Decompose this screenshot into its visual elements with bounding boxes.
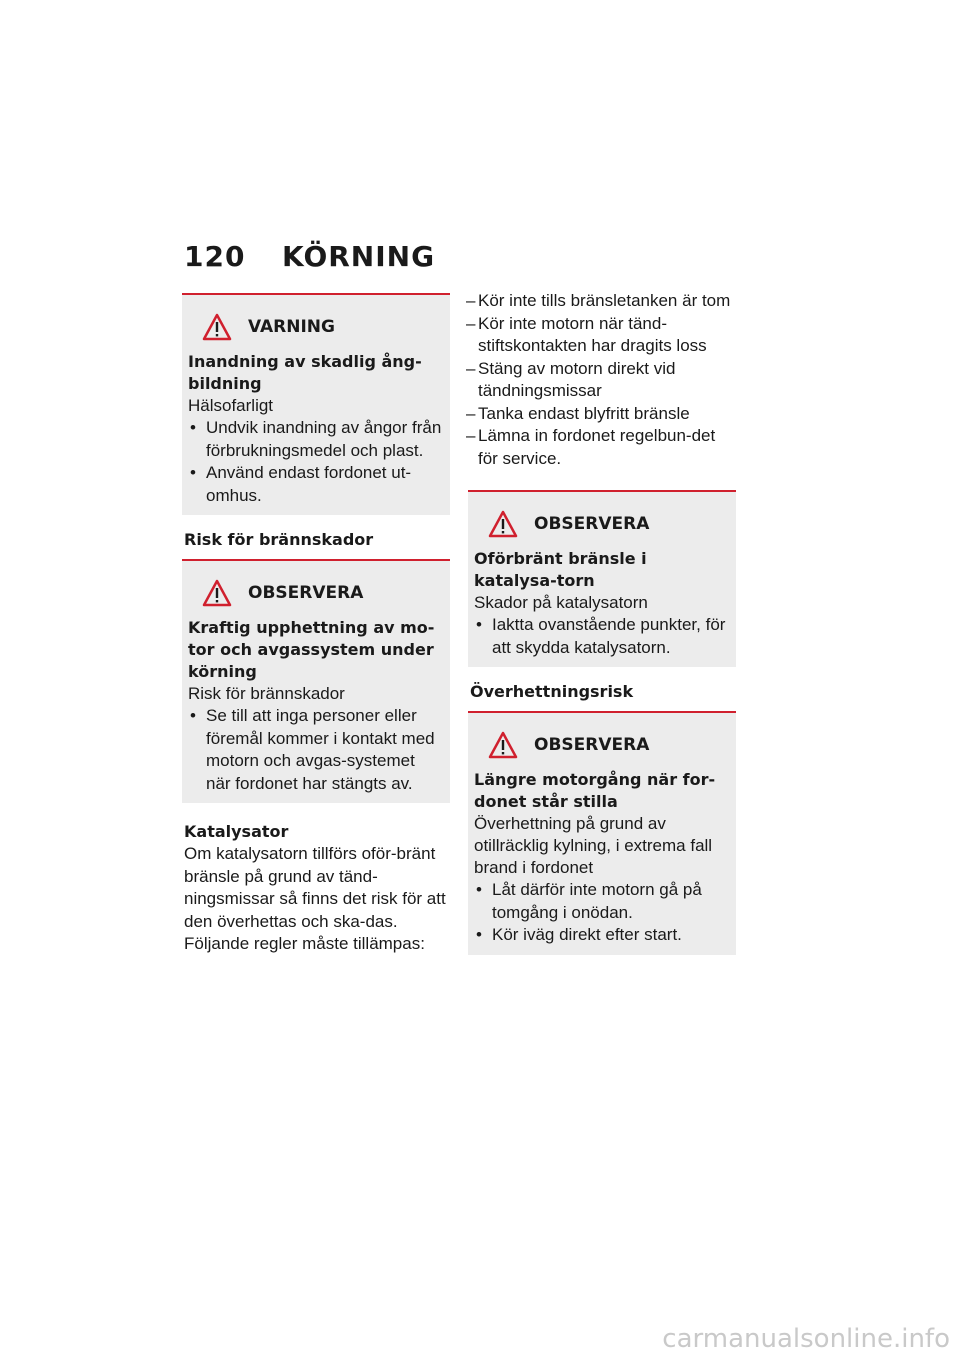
notice-list [188, 417, 442, 507]
notice-box-heating [182, 559, 450, 803]
section-heading-burns: Risk för brännskador [184, 530, 374, 549]
list-item: • Använd endast fordonet ut-omhus. [188, 462, 442, 507]
section-heading-overheating: Överhettningsrisk [470, 682, 634, 701]
notice-title: Inandning av skadlig ång-bildning [188, 352, 422, 393]
katalysator-title: Katalysator [184, 822, 289, 841]
list-item: • Undvik inandning av ångor från förbrukningsmedel och plast. [188, 417, 442, 462]
warning-triangle-icon [488, 510, 518, 538]
notice-header [488, 731, 728, 759]
katalysator-text: Om katalysatorn tillförs oför-bränt bränsle på grund av tänd-ningsmissar så finns det risk för att den överhettas och ska-das. [184, 844, 446, 931]
notice-label: OBSERVERA [534, 735, 650, 755]
notice-label: OBSERVERA [248, 583, 364, 603]
warning-triangle-icon [202, 579, 232, 607]
rules-list [468, 290, 734, 470]
notice-list [474, 614, 728, 659]
page-title: KÖRNING [282, 240, 436, 273]
list-item: • Se till att inga personer eller föremål kommer i kontakt med motorn och avgas-systemet när fordonet har stängts av. [188, 705, 442, 795]
list-item: • Låt därför inte motorn gå på tomgång i onödan. [474, 879, 728, 924]
notice-subtitle: Risk för brännskador [188, 684, 345, 703]
notice-label: VARNING [248, 317, 335, 337]
warning-triangle-icon [488, 731, 518, 759]
list-item: – Tanka endast blyfritt bränsle [468, 403, 734, 426]
list-item: • Kör iväg direkt efter start. [474, 924, 728, 947]
notice-list [474, 879, 728, 947]
list-item: – Lämna in fordonet regelbun-det för service. [468, 425, 734, 470]
left-column [182, 293, 448, 956]
list-item: • Iaktta ovanstående punkter, för att skydda katalysatorn. [474, 614, 728, 659]
notice-header [202, 313, 442, 341]
notice-box-catalyst [468, 490, 736, 667]
list-item: – Kör inte tills bränsletanken är tom [468, 290, 734, 313]
notice-title: Oförbränt bränsle i katalysa-torn [474, 549, 647, 590]
rules-intro: Följande regler måste tillämpas: [184, 934, 425, 953]
notice-header [202, 579, 442, 607]
notice-box-idle [468, 711, 736, 955]
right-column [468, 290, 734, 955]
notice-header [488, 510, 728, 538]
footer-watermark: carmanualsonline.info [662, 1324, 950, 1354]
notice-title: Kraftig upphettning av mo-tor och avgassystem under körning [188, 618, 435, 681]
notice-subtitle: Hälsofarligt [188, 396, 274, 415]
notice-subtitle: Skador på katalysatorn [474, 593, 648, 612]
page-number: 120 [184, 240, 246, 273]
notice-label: OBSERVERA [534, 514, 650, 534]
page-header [184, 240, 435, 273]
notice-list [188, 705, 442, 795]
list-item: – Kör inte motorn när tänd-stiftskontakten har dragits loss [468, 313, 734, 358]
warning-box-vapor [182, 293, 450, 515]
notice-title: Längre motorgång när for-donet står stilla [474, 770, 716, 811]
notice-subtitle: Överhettning på grund av otillräcklig kylning, i extrema fall brand i fordonet [474, 814, 713, 877]
warning-triangle-icon [202, 313, 232, 341]
list-item: – Stäng av motorn direkt vid tändningsmissar [468, 358, 734, 403]
